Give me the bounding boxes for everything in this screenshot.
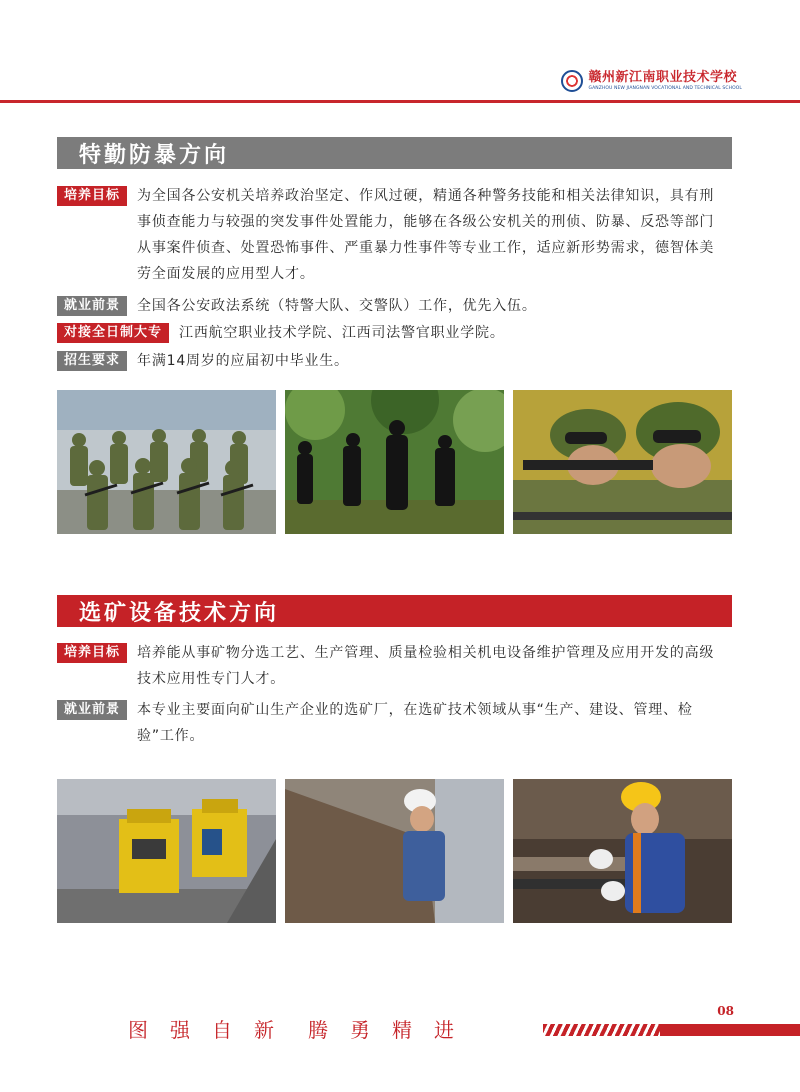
tag-label: 对接全日制大专 <box>57 323 169 343</box>
tag-label: 就业前景 <box>57 296 127 316</box>
tag-label: 就业前景 <box>57 700 127 720</box>
info-row-training-goal-2 <box>57 640 737 692</box>
footer-red-bar <box>660 1024 800 1036</box>
tag-label: 培养目标 <box>57 643 127 663</box>
info-row-employment-2 <box>57 697 737 749</box>
info-row-admission <box>57 348 737 374</box>
info-text: 培养能从事矿物分选工艺、生产管理、质量检验相关机电设备维护管理及应用开发的高级技术应用性专门人才。 <box>137 645 715 687</box>
school-name-en: GANZHOU NEW JIANGNAN VOCATIONAL AND TECHNICAL SCHOOL <box>588 86 742 91</box>
section-title: 特勤防暴方向 <box>79 142 230 168</box>
section-title-bar-1 <box>57 137 732 169</box>
tag-label: 培养目标 <box>57 186 127 206</box>
photo-equipment-maintenance <box>513 779 732 923</box>
info-row-college-link <box>57 320 737 346</box>
photo-mining-machines <box>57 779 276 923</box>
section-title: 选矿设备技术方向 <box>79 600 280 626</box>
info-row-employment <box>57 293 737 319</box>
slogan-part-1: 图强自新 <box>128 1018 296 1042</box>
photo-forest-training <box>285 390 504 534</box>
page-header <box>0 0 800 104</box>
info-text: 年满14周岁的应届初中毕业生。 <box>137 353 349 369</box>
section-title-bar-2 <box>57 595 732 627</box>
footer-slogan <box>128 1014 476 1043</box>
photo-armed-police-closeup <box>513 390 732 534</box>
info-text: 本专业主要面向矿山生产企业的选矿厂，在选矿技术领域从事“生产、建设、管理、检验”工作。 <box>137 702 693 744</box>
photo-worker-inspection <box>285 779 504 923</box>
tag-label: 招生要求 <box>57 351 127 371</box>
school-emblem-icon <box>561 70 583 92</box>
header-divider <box>0 100 800 103</box>
info-row-training-goal <box>57 183 737 287</box>
school-name-cn: 赣州新江南职业技术学校 <box>588 70 738 85</box>
info-text: 为全国各公安机关培养政治坚定、作风过硬，精通各种警务技能和相关法律知识，具有刑事侦查能力与较强的突发事件处置能力，能够在各级公安机关的刑侦、防暴、反恐等部门从事案件侦查、处置恐怖事件、严重暴力性事件等专业工作，适应新形势需求，德智体美劳全面发展的应用型人才。 <box>137 188 715 282</box>
page-number: 08 <box>717 1004 734 1018</box>
photo-special-police-squad <box>57 390 276 534</box>
school-logo <box>561 70 742 92</box>
info-text: 全国各公安政法系统（特警大队、交警队）工作，优先入伍。 <box>137 298 537 314</box>
slogan-part-2: 腾勇精进 <box>308 1018 476 1042</box>
info-text: 江西航空职业技术学院、江西司法警官职业学院。 <box>179 325 505 341</box>
